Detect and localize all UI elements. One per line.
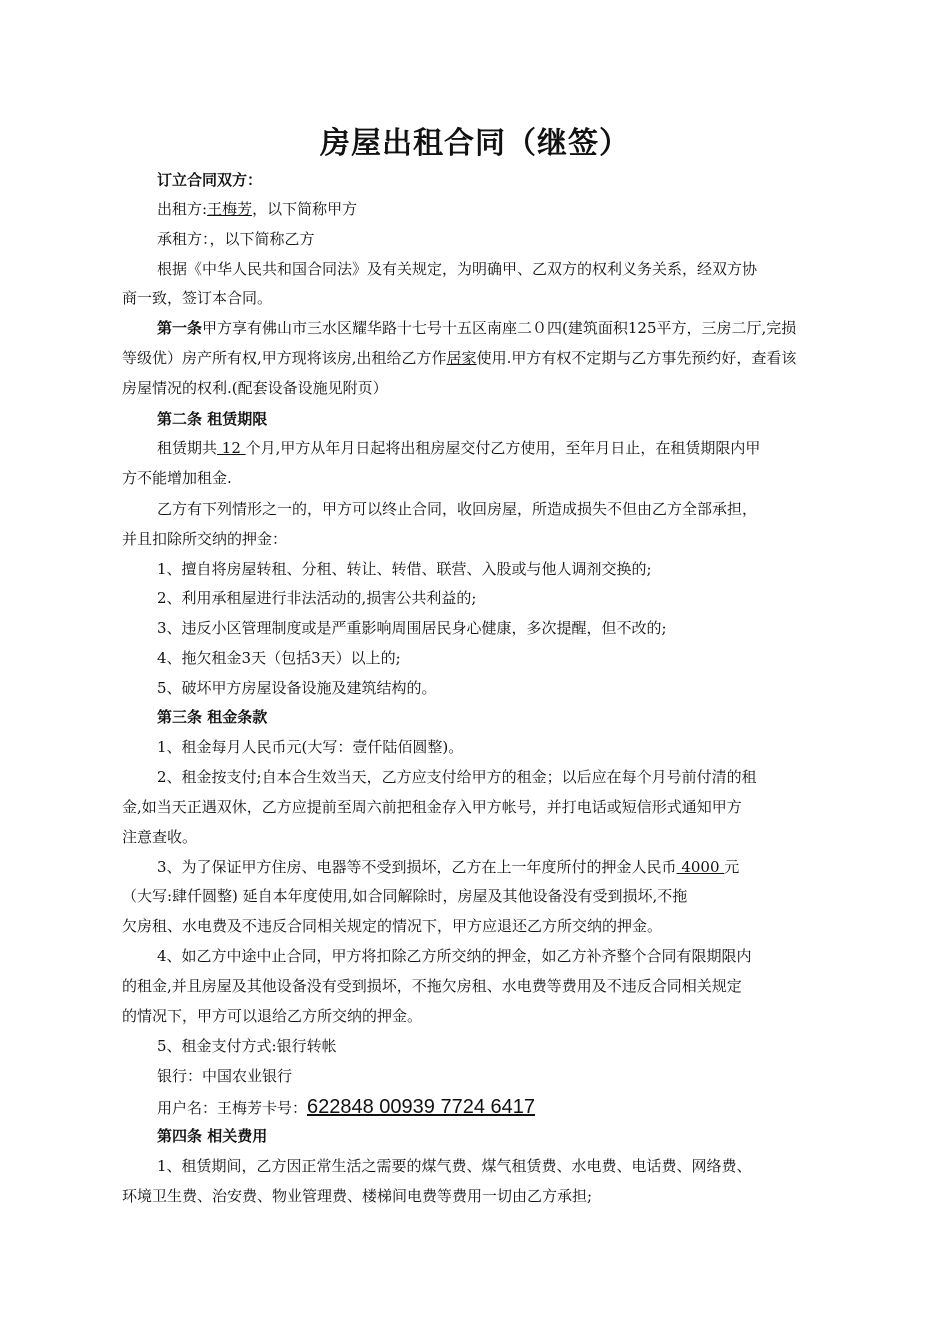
article-2-line-4: 并且扣除所交纳的押金： <box>122 530 288 548</box>
article-3-item-3-line-2: （大写:肆仟圆整) 延自本年度使用,如合同解除时，房屋及其他设备没有受到损坏,不拖 <box>122 887 688 905</box>
article-3-item-4-line-1: 4、如乙方中途中止合同，甲方将扣除乙方所交纳的押金，如乙方补齐整个合同有限期限内 <box>157 947 752 965</box>
lease-term-months: 12 <box>217 439 246 457</box>
document-title: 房屋出租合同（继签） <box>320 126 630 161</box>
lessor-line <box>157 198 357 220</box>
article-3-item-2-line-2: 金,如当天正遇双休，乙方应提前至周六前把租金存入甲方帐号，并打电话或短信形式通知甲方 <box>122 798 742 816</box>
account-label: 用户名：王梅芳卡号： <box>157 1099 308 1117</box>
list-item: 2、利用承租屋进行非法活动的,损害公共利益的; <box>157 589 477 607</box>
article-1-label: 第一条 <box>157 319 203 337</box>
deposit-prefix: 3、为了保证甲方住房、电器等不受到损坏，乙方在上一年度所付的押金人民币 <box>157 858 677 876</box>
article-4-item-1-line-2: 环境卫生费、治安费、物业管理费、楼梯间电费等费用一切由乙方承担; <box>122 1187 593 1205</box>
article-3-item-4-line-3: 的情况下，甲方可以退给乙方所交纳的押金。 <box>122 1007 423 1025</box>
article-3-item-2-line-1: 2、租金按支付;自本合生效当天，乙方应支付给甲方的租金；以后应在每个月号前付清的租 <box>157 768 757 786</box>
article-3-item-1: 1、租金每月人民币元(大写：壹仟陆佰圆整)。 <box>157 738 464 756</box>
list-item: 3、违反小区管理制度或是严重影响周围居民身心健康，多次提醒，但不改的; <box>157 619 667 637</box>
lease-term-suffix: 个月,甲方从年月日起将出租房屋交付乙方使用，至年月日止，在租赁期限内甲 <box>245 439 761 457</box>
usage-purpose: 居家 <box>446 349 477 367</box>
deposit-amount: 4000 <box>676 858 725 876</box>
lease-term-prefix: 租赁期共 <box>157 439 218 457</box>
article-1-text-2a: 等级优）房产所有权,甲方现将该房,出租给乙方作 <box>122 349 447 367</box>
article-2-line-1 <box>157 437 760 459</box>
account-line <box>157 1094 535 1120</box>
list-item: 5、破坏甲方房屋设备设施及建筑结构的。 <box>157 679 437 697</box>
lessor-name: 王梅芳 <box>207 200 253 218</box>
bank-name: 银行：中国农业银行 <box>157 1067 293 1085</box>
article-3-item-2-line-3: 注意查收。 <box>122 828 198 846</box>
article-2-line-2: 方不能增加租金. <box>122 469 232 487</box>
article-3-item-4-line-2: 的租金,并且房屋及其他设备没有受到损坏，不拖欠房租、水电费等费用及不违反合同相关规定 <box>122 977 742 995</box>
article-3-item-3-line-1 <box>157 856 739 878</box>
article-1-line-1 <box>157 317 796 339</box>
intro-line-2: 商一致，签订本合同。 <box>122 289 273 307</box>
list-item: 4、拖欠租金3天（包括3天）以上的; <box>157 649 401 667</box>
article-4-heading: 第四条 相关费用 <box>157 1127 268 1145</box>
parties-heading: 订立合同双方： <box>157 171 263 189</box>
list-item: 1、擅自将房屋转租、分租、转让、转借、联营、入股或与他人调剂交换的; <box>157 560 652 578</box>
deposit-unit: 元 <box>724 858 740 876</box>
article-3-item-3-line-3: 欠房租、水电费及不违反合同相关规定的情况下，甲方应退还乙方所交纳的押金。 <box>122 917 663 935</box>
article-1-text-2b: 使用.甲方有权不定期与乙方事先预约好，查看该 <box>476 349 797 367</box>
article-1-line-3: 房屋情况的权利.(配套设备设施见附页） <box>122 379 388 397</box>
lessee-line: 承租方：，以下简称乙方 <box>157 230 315 248</box>
article-2-heading: 第二条 租赁期限 <box>157 410 268 428</box>
account-number: 622848 00939 7724 6417 <box>307 1096 536 1118</box>
article-4-item-1-line-1: 1、租赁期间，乙方因正常生活之需要的煤气费、煤气租赁费、水电费、电话费、网络费、 <box>157 1157 752 1175</box>
article-3-item-5: 5、租金支付方式:银行转帐 <box>157 1037 337 1055</box>
lessor-suffix: ，以下简称甲方 <box>252 200 358 218</box>
lessor-prefix: 出租方: <box>157 200 208 218</box>
article-3-heading: 第三条 租金条款 <box>157 708 268 726</box>
article-1-line-2 <box>122 347 796 369</box>
intro-line-1: 根据《中华人民共和国合同法》及有关规定，为明确甲、乙双方的权利义务关系，经双方协 <box>157 260 758 278</box>
article-1-text-1: 甲方享有佛山市三水区耀华路十七号十五区南座二０四(建筑面积125平方，三房二厅,完损 <box>202 319 797 337</box>
article-2-line-3: 乙方有下列情形之一的，甲方可以终止合同，收回房屋，所造成损失不但由乙方全部承担， <box>157 500 758 518</box>
